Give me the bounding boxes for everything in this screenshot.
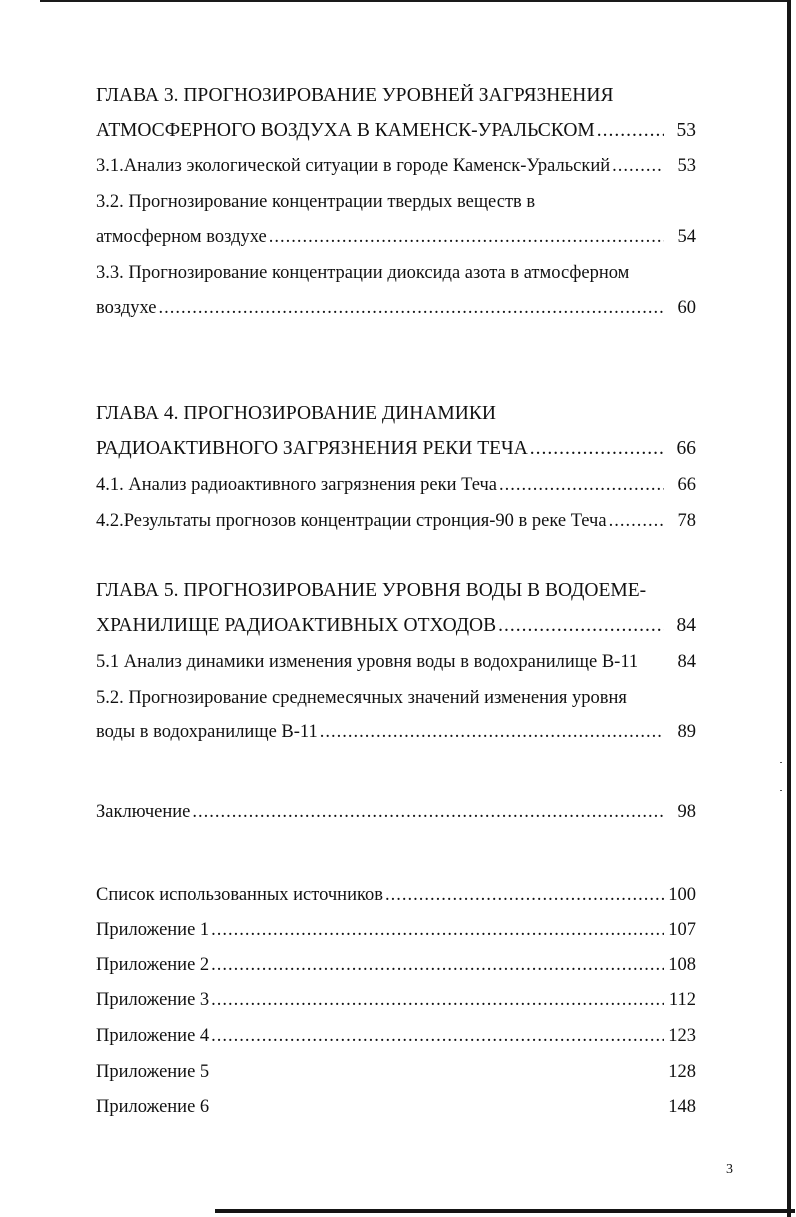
scan-edge-bottom	[215, 1209, 795, 1213]
section-4-1[interactable]: 4.1. Анализ радиоактивного загрязнения реки Теча ..... 66	[96, 473, 696, 497]
page-ref: 84	[677, 652, 696, 672]
chapter-3-title-line2[interactable]: АТМОСФЕРНОГО ВОЗДУХА В КАМЕНСК-УРАЛЬСКОМ ..... 53	[96, 119, 696, 143]
dot-leader	[211, 918, 664, 942]
dot-leader	[192, 800, 664, 824]
references-entry[interactable]: Список использованных источников ..... 100	[96, 883, 696, 907]
dot-leader	[498, 614, 664, 638]
page-ref: 98	[677, 802, 696, 822]
page-ref: 54	[677, 227, 696, 247]
chapter-5-title-line2[interactable]: ХРАНИЛИЩЕ РАДИОАКТИВНЫХ ОТХОДОВ ..... 84	[96, 614, 696, 638]
section-5-1[interactable]: 5.1 Анализ динамики изменения уровня воды в водохранилище В-11 84	[96, 652, 696, 672]
scan-speck	[780, 790, 782, 791]
page-ref: 66	[677, 475, 696, 495]
dot-leader	[530, 437, 664, 461]
conclusion-entry[interactable]: Заключение ..... 98	[96, 800, 696, 824]
section-3-3-line2[interactable]: воздухе ..... 60	[96, 296, 696, 320]
dot-leader	[211, 953, 664, 977]
page-ref: 89	[677, 722, 696, 742]
chapter-4-title-line1: ГЛАВА 4. ПРОГНОЗИРОВАНИЕ ДИНАМИКИ	[96, 403, 496, 424]
scan-edge-right	[787, 0, 791, 1217]
dot-leader	[269, 225, 664, 249]
appendix-2-entry[interactable]: Приложение 2 ..... 108	[96, 953, 696, 977]
appendix-5-entry[interactable]: Приложение 5 128	[96, 1062, 696, 1082]
dot-leader	[612, 154, 664, 178]
dot-leader	[211, 988, 664, 1012]
section-3-1[interactable]: 3.1.Анализ экологической ситуации в городе Каменск-Уральский ..... 53	[96, 154, 696, 178]
section-3-2-line1: 3.2. Прогнозирование концентрации твердых веществ в	[96, 192, 536, 212]
chapter-3-title-line1: ГЛАВА 3. ПРОГНОЗИРОВАНИЕ УРОВНЕЙ ЗАГРЯЗНЕНИЯ	[96, 85, 614, 106]
page-ref: 148	[668, 1097, 696, 1117]
page-ref: 107	[668, 920, 696, 940]
dot-leader	[211, 1024, 664, 1048]
page-ref: 128	[668, 1062, 696, 1082]
page-ref: 66	[676, 438, 696, 459]
dot-leader	[499, 473, 664, 497]
page-ref: 108	[668, 955, 696, 975]
section-3-3-line1: 3.3. Прогнозирование концентрации диоксида азота в атмосферном	[96, 263, 630, 283]
section-4-2[interactable]: 4.2.Результаты прогнозов концентрации стронция-90 в реке Теча ..... 78	[96, 509, 696, 533]
page-ref: 123	[668, 1026, 696, 1046]
dot-leader	[609, 509, 664, 533]
section-3-2-line2[interactable]: атмосферном воздухе ..... 54	[96, 225, 696, 249]
page-number: 3	[726, 1162, 733, 1177]
chapter-5-title-line1: ГЛАВА 5. ПРОГНОЗИРОВАНИЕ УРОВНЯ ВОДЫ В ВОДОЕМЕ-	[96, 580, 647, 601]
dot-leader	[159, 296, 665, 320]
dot-leader	[320, 720, 664, 744]
page-ref: 84	[676, 615, 696, 636]
dot-leader	[385, 883, 664, 907]
appendix-3-entry[interactable]: Приложение 3 ..... 112	[96, 988, 696, 1012]
page-ref: 78	[677, 511, 696, 531]
section-5-2-line2[interactable]: воды в водохранилище В-11 ..... 89	[96, 720, 696, 744]
page-ref: 60	[677, 298, 696, 318]
scan-edge-top	[40, 0, 788, 2]
appendix-1-entry[interactable]: Приложение 1 ..... 107	[96, 918, 696, 942]
page-ref: 53	[677, 156, 696, 176]
page-ref: 100	[668, 885, 696, 905]
scan-speck	[780, 762, 782, 763]
chapter-4-title-line2[interactable]: РАДИОАКТИВНОГО ЗАГРЯЗНЕНИЯ РЕКИ ТЕЧА ..... 66	[96, 437, 696, 461]
section-5-2-line1: 5.2. Прогнозирование среднемесячных значений изменения уровня	[96, 688, 627, 708]
appendix-4-entry[interactable]: Приложение 4 ..... 123	[96, 1024, 696, 1048]
page-ref: 53	[676, 120, 696, 141]
dot-leader	[597, 119, 664, 143]
page-ref: 112	[668, 990, 696, 1010]
appendix-6-entry[interactable]: Приложение 6 148	[96, 1097, 696, 1117]
